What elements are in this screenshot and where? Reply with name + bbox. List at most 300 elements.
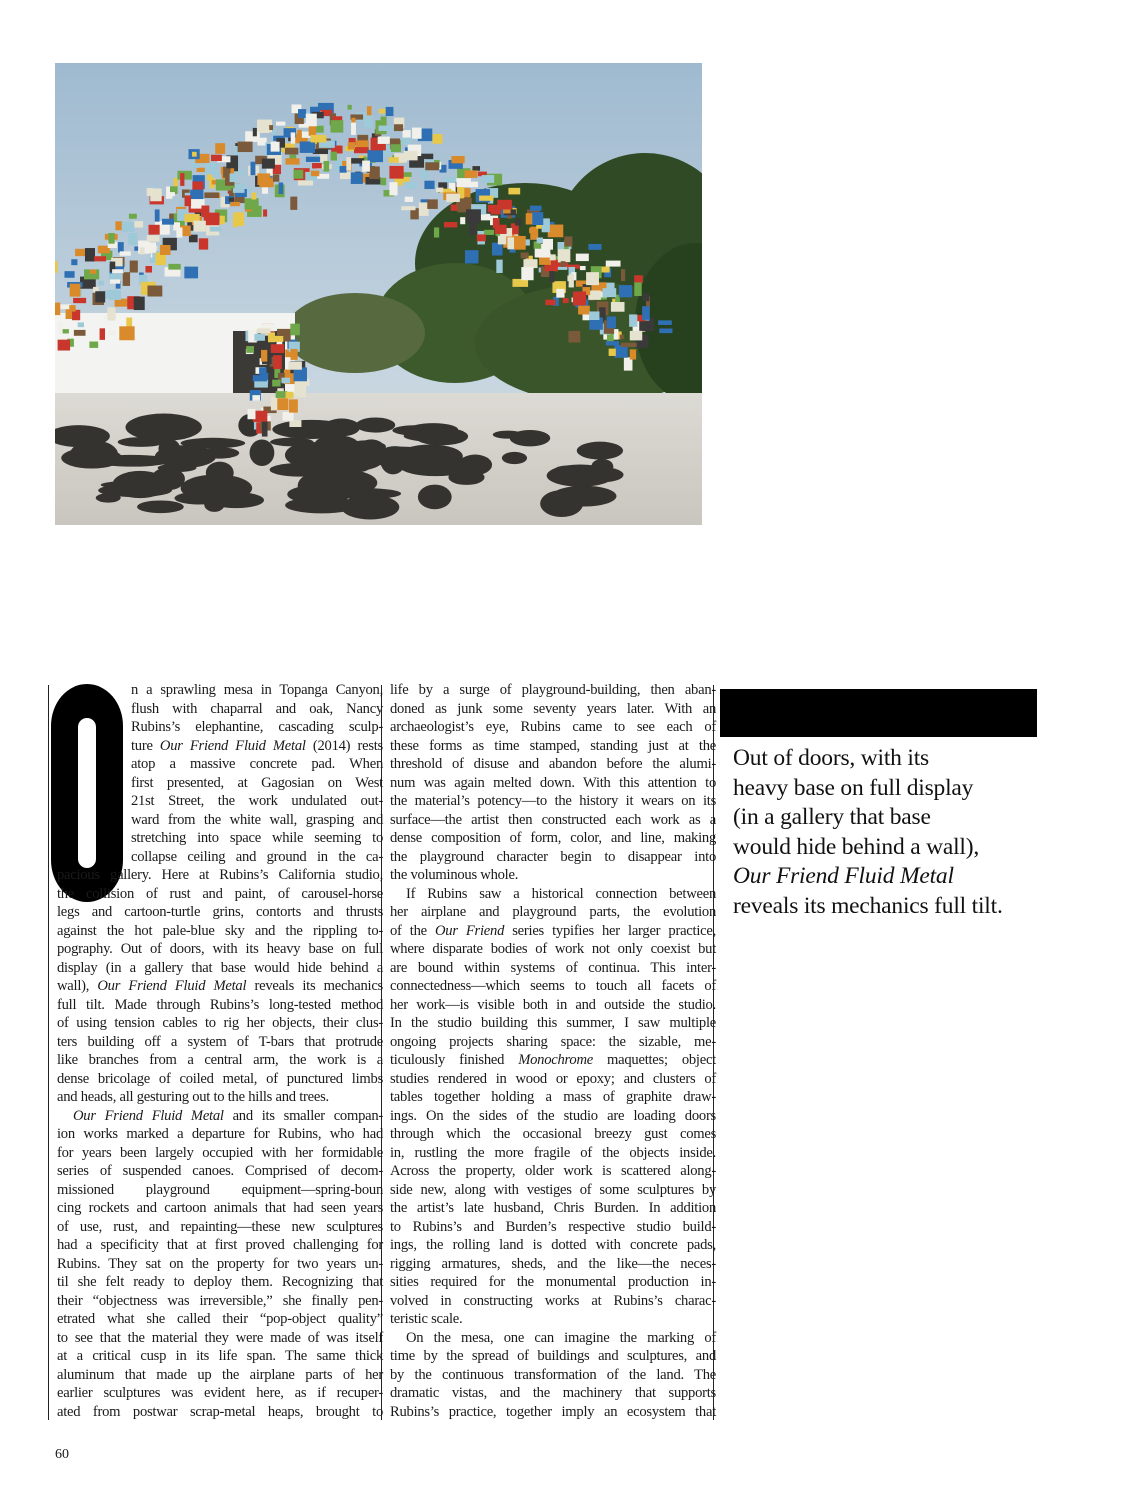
sculpture-piece (122, 222, 135, 232)
italic-title: Our Friend Fluid Metal (97, 978, 247, 994)
text-line (390, 1014, 716, 1033)
sculpture-piece (230, 202, 240, 206)
text-segment: tables together holding a mass of graphite draw- (390, 1089, 716, 1105)
text-line (390, 718, 716, 737)
shadow-blob (404, 430, 465, 441)
text-segment: where disparate bodies of work not only coexist but (390, 941, 716, 957)
sculpture-piece (180, 173, 184, 186)
text-line (57, 700, 383, 719)
sculpture-base-piece (289, 420, 301, 427)
text-segment: legs and cartoon-turtle grins, contorts and thrusts (57, 904, 383, 920)
sculpture-piece (405, 197, 413, 202)
text-segment: the material’s potency—to the history it wears on its (390, 793, 716, 809)
text-segment: studies rendered in wood or epoxy; and clusters of (390, 1070, 716, 1087)
sculpture-piece (311, 171, 319, 176)
sculpture-piece (472, 166, 480, 171)
sculpture-piece (354, 147, 369, 153)
sculpture-piece (389, 157, 399, 162)
text-line (57, 792, 383, 811)
text-segment: ings, the rolling land is dotted with concrete pads, (390, 1237, 716, 1253)
sculpture-piece (634, 275, 643, 283)
shadow-blob (283, 465, 357, 475)
text-line (57, 1162, 383, 1181)
sculpture-piece (580, 266, 586, 270)
sculpture-base-piece (273, 355, 282, 369)
text-segment: the artist’s late husband, Chris Burden. In addition (390, 1200, 716, 1216)
sculpture-piece (466, 209, 481, 223)
text-line (390, 829, 716, 848)
sculpture-piece (245, 131, 260, 142)
sculpture-base-piece (261, 350, 267, 362)
sculpture-piece (210, 227, 221, 232)
text-segment: ters building off a system of T-bars that protrude (57, 1033, 383, 1050)
sculpture-piece (348, 142, 355, 149)
text-segment: dense bricolage of coiled metal, of punctured limbs (57, 1070, 383, 1087)
sculpture-piece (190, 190, 203, 200)
pull-quote-line: heavy base on full display (733, 774, 974, 801)
text-segment: volved in constructing works at Rubins’s charac- (390, 1292, 716, 1309)
text-line (57, 1329, 383, 1348)
sculpture-piece (94, 256, 106, 261)
sculpture-base-piece (252, 395, 260, 401)
sculpture-piece (75, 249, 86, 256)
sculpture-piece (184, 267, 198, 279)
text-line (57, 1273, 383, 1292)
text-segment: by the continuous transformation of the land. The (390, 1366, 716, 1383)
text-line (57, 922, 383, 941)
sculpture-piece (211, 155, 222, 161)
text-segment: the voluminous whole. (390, 867, 519, 883)
shadow-blob (356, 417, 395, 432)
text-segment: of the (390, 922, 435, 939)
text-segment: dramatic vistas, and the machinery that supports (390, 1385, 716, 1401)
text-segment: ward from the white wall, grasping and (131, 811, 383, 828)
sculpture-piece (381, 178, 387, 186)
shadow-blob (341, 495, 399, 520)
text-line (57, 866, 383, 885)
text-line (57, 996, 383, 1015)
sculpture-base-piece (271, 344, 285, 353)
sculpture-piece (290, 197, 297, 210)
text-line (57, 1347, 383, 1366)
text-segment: earlier sculptures was evident here, as if recuper- (57, 1385, 383, 1401)
text-line (57, 1088, 383, 1107)
sculpture-piece (330, 120, 343, 132)
text-line (57, 1292, 383, 1311)
text-segment: cing rockets and cartoon animals that had seen years (57, 1200, 383, 1216)
sculpture-piece (424, 181, 434, 189)
text-line (57, 1125, 383, 1144)
sculpture-piece (621, 343, 637, 347)
sculpture-piece (112, 269, 123, 273)
sculpture-piece (220, 216, 225, 225)
text-line (57, 903, 383, 922)
sculpture-base-piece (288, 361, 302, 369)
sculpture-piece (469, 222, 477, 235)
sculpture-piece (238, 142, 253, 152)
sculpture-piece (495, 225, 507, 234)
sculpture-piece (55, 261, 58, 273)
sculpture-piece (419, 202, 429, 216)
shadow-blob (270, 438, 313, 447)
sculpture-base-piece (259, 367, 266, 374)
sculpture-piece (412, 128, 421, 139)
sculpture-piece (421, 170, 429, 179)
shadow-blob (137, 500, 184, 513)
sculpture-piece (85, 248, 95, 261)
sculpture-piece (425, 162, 439, 170)
sculpture-piece (379, 126, 394, 131)
text-line (390, 959, 716, 978)
text-line (390, 885, 716, 904)
sculpture-piece (630, 331, 642, 341)
sculpture-piece (312, 163, 322, 168)
sculpture-piece (378, 137, 390, 144)
sculpture-piece (349, 158, 364, 163)
sculpture-piece (150, 188, 161, 201)
shadow-blob (118, 437, 165, 447)
sculpture-piece (340, 166, 347, 173)
sculpture-piece (331, 152, 337, 161)
sculpture-piece (537, 237, 543, 243)
sculpture-piece (173, 178, 178, 187)
sculpture-piece (192, 152, 197, 157)
sculpture-piece (404, 151, 418, 160)
text-segment: pography. Out of doors, with its heavy base on full (57, 941, 383, 957)
text-segment: ture (131, 737, 160, 754)
sculpture-piece (514, 236, 526, 250)
sculpture-piece (401, 206, 415, 210)
sculpture-piece (465, 250, 479, 263)
text-line (390, 940, 716, 959)
text-line (57, 681, 383, 700)
sculpture-piece (229, 198, 234, 202)
sculpture-piece (611, 302, 625, 312)
sculpture-piece (346, 157, 351, 170)
text-segment: her work—is visible both in and outside the studio. (390, 996, 716, 1013)
sculpture-piece (99, 281, 104, 286)
text-line (390, 1255, 716, 1274)
sculpture-base-piece (289, 399, 298, 412)
text-line (57, 977, 383, 996)
italic-title: Monochrome (518, 1052, 593, 1068)
text-line (390, 848, 716, 867)
sculpture-piece (545, 300, 555, 305)
text-line (390, 1329, 716, 1348)
sculpture-base-piece (286, 392, 294, 399)
text-segment: rigging armatures, sheds, and the like—the neces- (390, 1255, 716, 1272)
text-line (390, 1144, 716, 1163)
pull-quote-bar (720, 689, 1037, 737)
sculpture-piece (71, 259, 77, 265)
sculpture-piece (606, 261, 621, 267)
text-line (57, 1199, 383, 1218)
sculpture-piece (128, 233, 137, 245)
sculpture-piece (262, 159, 275, 169)
text-segment: pacious gallery. Here at Rubins’s California studio, (57, 867, 383, 883)
shadow-blob (158, 439, 180, 459)
italic-title: Our Friend Fluid Metal (159, 737, 306, 754)
text-segment: If Rubins saw a historical connection between (406, 885, 716, 902)
sculpture-piece (521, 267, 533, 280)
sculpture-piece (115, 221, 122, 230)
sculpture-piece (460, 217, 465, 224)
sculpture-piece (120, 251, 131, 255)
text-segment: their “objectness was irreversible,” she finally pen- (57, 1292, 383, 1309)
text-segment: against the hot pale-blue sky and the rippling to- (57, 922, 383, 939)
sculpture-piece (162, 219, 174, 225)
sculpture-piece (300, 141, 315, 152)
sculpture-piece (621, 269, 625, 281)
pull-quote-line: would hide behind a wall), (733, 833, 980, 860)
article-column-2 (390, 681, 716, 1421)
text-segment: etrated what she called their “pop-object quality” (57, 1311, 383, 1327)
sculpture-base-piece (257, 328, 270, 333)
sculpture-piece (69, 305, 75, 311)
text-segment: and its smaller compan- (223, 1107, 384, 1124)
sculpture-piece (119, 326, 134, 340)
text-line (390, 1347, 716, 1366)
text-line (390, 1273, 716, 1292)
sculpture-piece (444, 222, 457, 227)
sculpture-piece (381, 117, 387, 122)
shadow-blob (200, 447, 239, 458)
text-segment: through which the occasional breezy gust comes (390, 1126, 716, 1142)
text-line (57, 718, 383, 737)
sculpture-piece (569, 274, 574, 287)
text-line (57, 811, 383, 830)
sculpture-base-piece (268, 332, 275, 342)
sculpture-piece (634, 282, 641, 296)
sculpture-piece (238, 170, 243, 176)
text-segment: n a sprawling mesa in Topanga Canyon, (131, 682, 383, 698)
sculpture-piece (273, 174, 279, 181)
text-line (390, 922, 716, 941)
sculpture-piece (126, 318, 132, 328)
sculpture-piece (434, 227, 439, 237)
sculpture-piece (105, 290, 121, 298)
text-segment: the playground character begin to disappear into (390, 848, 716, 865)
sculpture-piece (469, 182, 478, 188)
shadow-blob (70, 440, 118, 468)
text-segment: Rubins’s elephantine, cascading sculp- (131, 719, 383, 735)
sculpture-piece (629, 314, 637, 326)
text-line (390, 755, 716, 774)
sculpture-piece (549, 271, 554, 282)
text-line (57, 1310, 383, 1329)
sculpture-piece (58, 321, 62, 334)
sculpture-piece (58, 340, 70, 351)
text-line (57, 1181, 383, 1200)
sculpture-piece (109, 330, 115, 335)
text-segment: missioned playground equipment—spring-boun (57, 1181, 383, 1198)
sculpture-piece (193, 221, 205, 232)
sculpture-piece (556, 289, 564, 298)
text-segment: time by the spread of buildings and sculptures, and (390, 1348, 716, 1364)
text-segment: of using tension cables to rig her objects, their clus- (57, 1015, 383, 1031)
text-segment: like branches from a central arm, the work is a (57, 1052, 383, 1068)
text-segment: to see that the material they were made of was itself (57, 1329, 383, 1346)
column-rule-left (48, 685, 49, 1420)
text-line (390, 1162, 716, 1181)
text-line (57, 774, 383, 793)
text-line (57, 885, 383, 904)
text-segment: Across the property, older work is scattered along- (390, 1163, 716, 1179)
sculpture-piece (530, 206, 542, 211)
sculpture-piece (279, 183, 284, 195)
sculpture-piece (497, 200, 512, 210)
text-segment: flush with chaparral and oak, Nancy (131, 700, 383, 717)
text-segment: On the mesa, one can imagine the marking of (406, 1329, 716, 1346)
sculpture-piece (215, 143, 225, 154)
sculpture-piece (173, 222, 180, 230)
shadow-blob (206, 462, 234, 484)
sculpture-piece (589, 311, 599, 320)
sculpture-piece (324, 161, 330, 172)
text-line (57, 1366, 383, 1385)
text-line (57, 1033, 383, 1052)
sculpture-piece (643, 293, 649, 301)
sculpture-piece (204, 192, 219, 198)
sculpture-piece (89, 342, 98, 348)
page-number: 60 (55, 1447, 69, 1462)
text-segment: In the studio building this summer, I saw multiple (390, 1015, 716, 1031)
sculpture-piece (369, 166, 380, 179)
text-segment: and heads, all gesturing out to the hills and trees. (57, 1089, 329, 1105)
sculpture-piece (564, 236, 572, 246)
sculpture-piece (199, 238, 208, 249)
shadow-blob (584, 467, 624, 482)
shadow-blob (502, 452, 527, 464)
text-line (390, 1107, 716, 1126)
sculpture-piece (130, 261, 138, 273)
text-line (57, 848, 383, 867)
sculpture-piece (107, 307, 115, 320)
sculpture-piece (257, 173, 270, 185)
text-segment: these forms as time stamped, standing just at the (390, 737, 716, 754)
sculpture-piece (456, 178, 471, 187)
sculpture-piece (293, 170, 303, 179)
sculpture-piece (147, 242, 156, 252)
text-segment: ion works marked a departure for Rubins, who had (57, 1126, 383, 1142)
text-segment: doned as junk some seventy years later. With an (390, 700, 716, 717)
sculpture-piece (311, 135, 327, 143)
sculpture-base-piece (294, 384, 306, 397)
sculpture-piece (271, 142, 280, 152)
shadow-blob (96, 493, 121, 502)
sculpture-base-piece (291, 349, 298, 360)
sculpture-piece (74, 330, 86, 336)
sculpture-piece (263, 209, 267, 216)
sculpture-piece (168, 264, 180, 270)
sculpture-piece (508, 188, 520, 195)
sculpture-piece (548, 225, 564, 238)
text-line (390, 1310, 716, 1329)
shadow-blob (577, 442, 623, 460)
sculpture-photo (55, 63, 702, 525)
sculpture-piece (477, 234, 486, 241)
text-line (390, 977, 716, 996)
shadow-blob (208, 492, 264, 508)
text-line (57, 1107, 383, 1126)
text-segment: of use, rust, and repainting—these new sculptures (57, 1218, 383, 1235)
sculpture-piece (523, 259, 537, 268)
text-line (390, 700, 716, 719)
text-segment: 21st Street, the work undulated out- (131, 793, 383, 809)
text-segment: sities required for the monumental production in- (390, 1274, 716, 1290)
text-segment: at a critical cusp in its life span. The same thick (57, 1348, 383, 1364)
text-line (390, 1218, 716, 1237)
sculpture-piece (386, 107, 394, 116)
text-line (390, 1366, 716, 1385)
text-segment: til she felt ready to deploy them. Recognizing that (57, 1274, 383, 1290)
sculpture-piece (586, 272, 599, 285)
sculpture-piece (78, 322, 84, 327)
sculpture-piece (588, 244, 601, 250)
sculpture-piece (432, 134, 442, 144)
text-segment: had a specificity that at first proved challenging for (57, 1237, 383, 1253)
sculpture-piece (659, 328, 672, 333)
text-line (390, 774, 716, 793)
shadow-blob (398, 444, 463, 468)
sculpture-piece (155, 209, 160, 221)
sculpture-piece (436, 188, 443, 193)
sculpture-piece (286, 158, 300, 164)
sculpture-piece (451, 156, 464, 163)
sculpture-piece (259, 125, 270, 133)
sculpture-piece (389, 166, 403, 179)
text-segment: ongoing projects sharing space: the sizable, me- (390, 1033, 716, 1050)
text-segment: dense composition of form, color, and line, making (390, 830, 716, 846)
sculpture-piece (276, 122, 285, 126)
text-segment: series typifies her larger practice, (504, 922, 716, 939)
text-segment: the collision of rust and paint, of carousel-horse (57, 885, 383, 902)
sculpture-piece (367, 150, 383, 162)
sculpture-piece (70, 284, 81, 297)
text-segment: reveals its mechanics (246, 978, 383, 994)
sculpture-piece (351, 172, 363, 184)
text-line (57, 1051, 383, 1070)
sculpture-piece (298, 109, 306, 118)
sculpture-piece (568, 331, 580, 343)
text-segment: full tilt. Made through Rubins’s long-tested method (57, 996, 383, 1013)
text-segment: collapse ceiling and ground in the ca- (131, 848, 383, 865)
text-segment: to Rubins’s and Burden’s respective studio build- (390, 1218, 716, 1235)
sculpture-piece (479, 196, 493, 201)
sculpture-piece (129, 214, 137, 219)
text-segment: first presented, at Gagosian on West (131, 774, 383, 791)
text-line (390, 1088, 716, 1107)
text-segment: connectedness—which seems to touch all facets of (390, 978, 716, 994)
sculpture-base-piece (253, 375, 267, 381)
text-line (390, 1181, 716, 1200)
pull-quote (733, 744, 1053, 922)
sculpture-piece (619, 285, 632, 297)
text-line (57, 959, 383, 978)
shadow-blob (458, 455, 492, 476)
sculpture-piece (620, 335, 624, 339)
text-segment: life by a surge of playground-building, then aban- (390, 682, 716, 698)
text-line (390, 1384, 716, 1403)
shadow-blob (540, 490, 583, 517)
sculpture-piece (306, 114, 317, 127)
sculpture-piece (367, 106, 372, 115)
sculpture-piece (351, 123, 356, 135)
sculpture-base-piece (290, 324, 300, 336)
sculpture-piece (147, 286, 162, 297)
sculpture-piece (578, 306, 590, 315)
text-line (57, 755, 383, 774)
